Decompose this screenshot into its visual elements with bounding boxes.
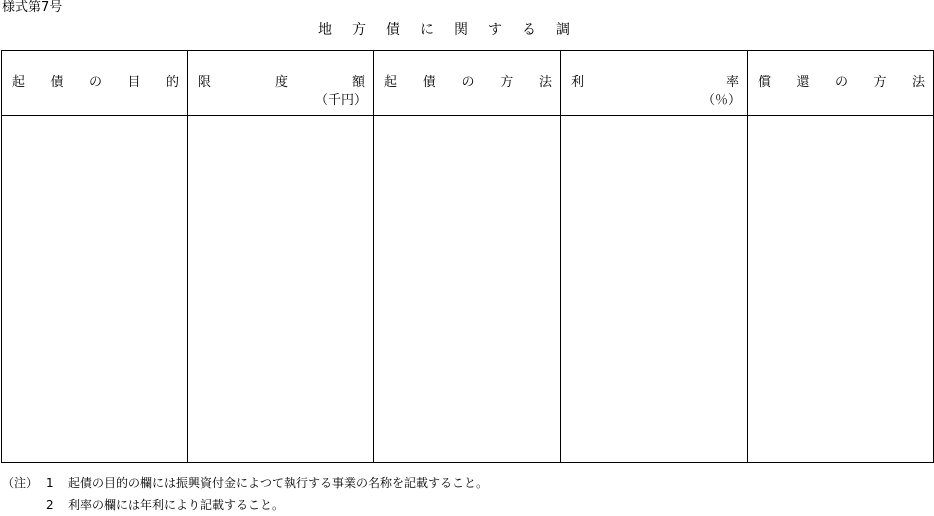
bond-survey-table xyxy=(1,50,934,463)
cell-bond-method[interactable] xyxy=(374,116,561,463)
header-unit-thousand-yen: （千円） xyxy=(314,93,367,108)
notes xyxy=(2,472,488,516)
header-limit-amount xyxy=(188,51,374,116)
note-item xyxy=(2,494,488,516)
header-label: 限 度 額 xyxy=(198,75,365,90)
note-number: 2 xyxy=(46,498,54,512)
document-title: 地方債に関する調 xyxy=(318,22,590,38)
header-bond-method xyxy=(374,51,561,116)
note-text: 利率の欄には年利により記載すること。 xyxy=(68,498,285,512)
header-label: 起 債 の 目 的 xyxy=(12,75,179,90)
header-label: 利 率 xyxy=(571,75,739,90)
cell-limit-amount[interactable] xyxy=(188,116,374,463)
header-interest-rate xyxy=(561,51,748,116)
header-label: 償 還 の 方 法 xyxy=(758,75,925,90)
cell-repayment-method[interactable] xyxy=(748,116,934,463)
header-unit-percent: （％） xyxy=(701,93,741,108)
cell-interest-rate[interactable] xyxy=(561,116,748,463)
table-header-row xyxy=(2,51,934,116)
note-number: 1 xyxy=(46,476,54,490)
header-repayment-method xyxy=(748,51,934,116)
header-label: 起 債 の 方 法 xyxy=(384,75,552,90)
cell-bond-purpose[interactable] xyxy=(2,116,188,463)
note-text: 起債の目的の欄には振興資付金によつて執行する事業の名称を記載すること。 xyxy=(68,476,489,490)
note-prefix: （注） xyxy=(2,476,39,490)
note-item xyxy=(2,472,488,494)
table-row xyxy=(2,116,934,463)
header-bond-purpose xyxy=(2,51,188,116)
form-number: 様式第7号 xyxy=(2,0,63,15)
